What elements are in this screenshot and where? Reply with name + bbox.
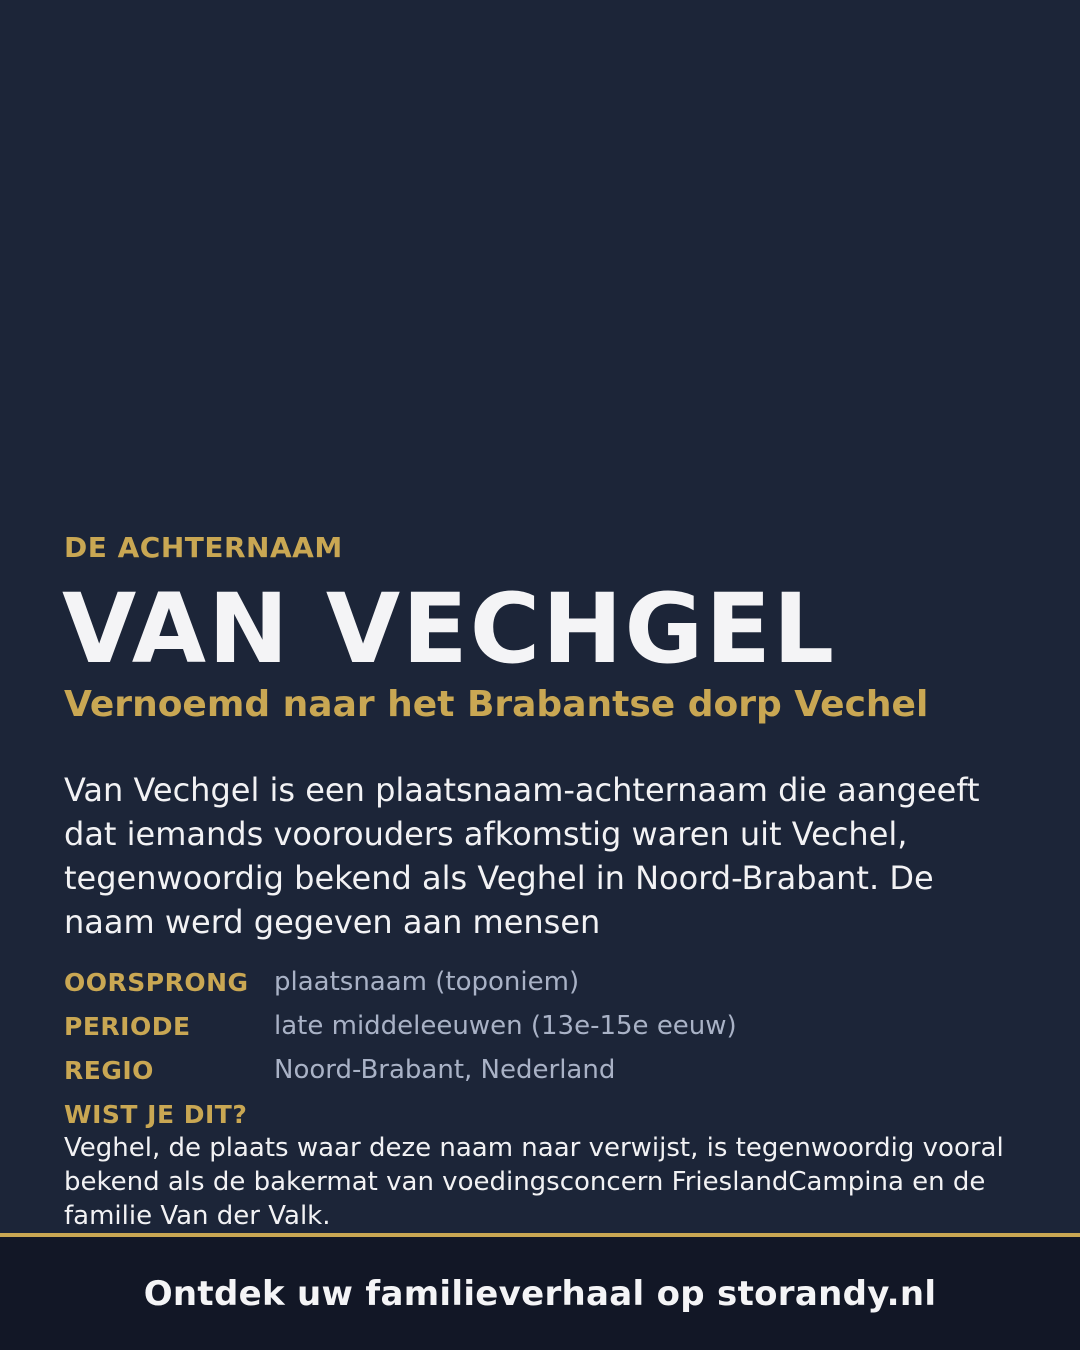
fact-label: OORSPRONG: [64, 967, 249, 997]
fact-row-region: [64, 1048, 1016, 1092]
fact-label: PERIODE: [64, 1011, 191, 1041]
fact-value: plaatsnaam (toponiem): [274, 967, 580, 997]
footer-bar: [0, 1233, 1080, 1350]
did-you-know-label: WIST JE DIT?: [64, 1100, 248, 1129]
fact-row-period: [64, 1004, 1016, 1048]
fact-value: Noord-Brabant, Nederland: [274, 1055, 616, 1085]
eyebrow-label: DE ACHTERNAAM: [64, 531, 343, 564]
intro-paragraph: Van Vechgel is een plaatsnaam-achternaam die aangeeft dat iemands voorouders afkomstig waren uit Vechel, tegenwoordig bekend als Veghel in Noord-Brabant. De naam werd gegeven aan mensen: [64, 771, 980, 941]
surname-subtitle: Vernoemd naar het Brabantse dorp Vechel: [64, 684, 929, 725]
fact-label: REGIO: [64, 1055, 154, 1085]
fact-row-origin: [64, 960, 1016, 1004]
fact-value: late middeleeuwen (13e-15e eeuw): [274, 1011, 737, 1041]
footer-cta-link[interactable]: Ontdek uw familieverhaal op storandy.nl: [143, 1273, 937, 1314]
did-you-know-text: Veghel, de plaats waar deze naam naar verwijst, is tegenwoordig vooral bekend als de bakermat van voedingsconcern FrieslandCampina en de familie Van der Valk.: [64, 1133, 1004, 1231]
surname-title: VAN VECHGEL: [62, 573, 837, 685]
facts-list: [64, 960, 1016, 1092]
